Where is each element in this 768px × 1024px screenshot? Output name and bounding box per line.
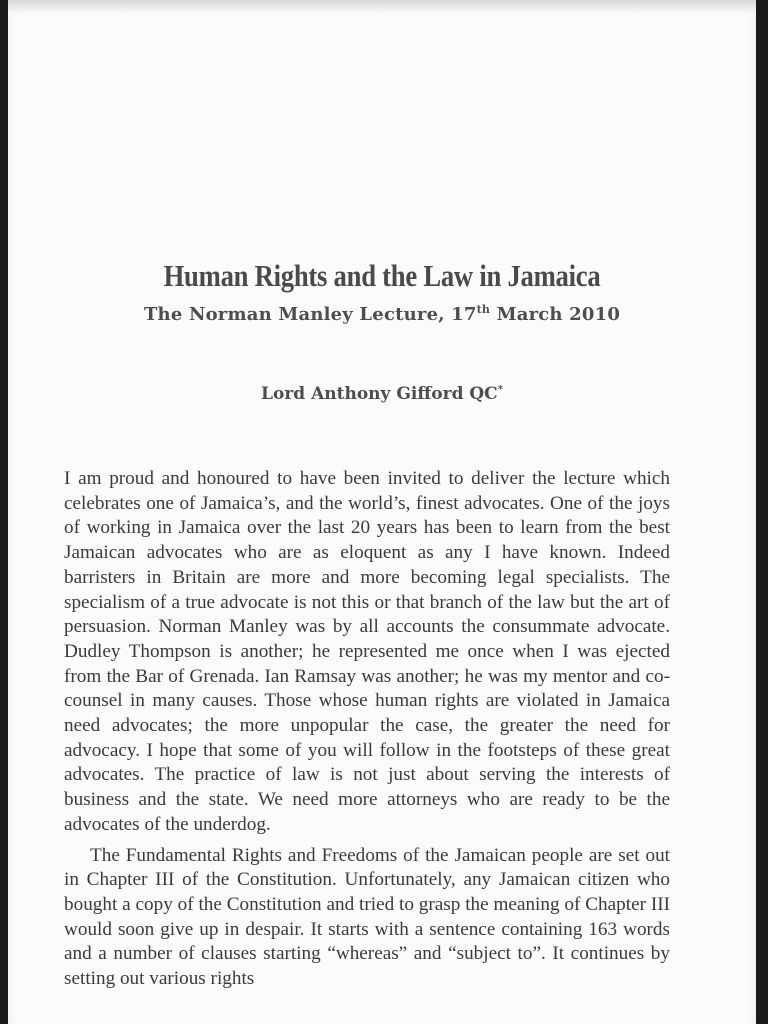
subtitle-prefix: The Norman Manley Lecture, 17 bbox=[143, 304, 477, 325]
author-footnote-mark: * bbox=[497, 384, 503, 396]
subtitle-ordinal: th bbox=[476, 303, 491, 316]
author-name: Lord Anthony Gifford QC bbox=[261, 384, 498, 404]
author-line bbox=[8, 384, 756, 404]
paragraph-1: I am proud and honoured to have been invited to deliver the lecture which celebrates one of Jamaica’s, and the world’s, finest advocates. One of the joys of working in Jamaica over the last 20 years has been to learn from the best Jamaican advocates who are as eloquent as any I have known. Indeed barristers in Britain are more and more becoming legal specialists. The specialism of a true advocate is not this or that branch of the law but the art of persuasion. Norman Manley was by all accounts the consummate advocate. Dudley Thompson is another; he represented me once when I was ejected from the Bar of Grenada. Ian Ramsay was another; he was my mentor and co-counsel in many causes. Those whose human rights are violated in Jamaica need advocates; the more unpopular the case, the greater the need for advocacy. I hope that some of you will follow in the footsteps of these great advocates. The practice of law is not just about serving the interests of business and the state. We need more attorneys who are ready to be the advocates of the underdog. bbox=[64, 468, 670, 835]
body-text bbox=[64, 467, 670, 998]
document-subtitle bbox=[8, 304, 756, 325]
scan-edge bbox=[8, 0, 756, 14]
document-page bbox=[8, 0, 756, 1024]
document-title: Human Rights and the Law in Jamaica bbox=[163, 258, 601, 293]
subtitle-suffix: March 2010 bbox=[490, 304, 621, 325]
paragraph-2: The Fundamental Rights and Freedoms of the Jamaican people are set out in Chapter III of the Constitution. Unfortunately, any Jamaican citizen who bought a copy of the Constitution and tried to grasp the meaning of Chapter III would soon give up in despair. It starts with a sentence containing 163 words and a number of clauses starting “whereas” and “subject to”. It continues by setting out various rights bbox=[64, 844, 670, 990]
